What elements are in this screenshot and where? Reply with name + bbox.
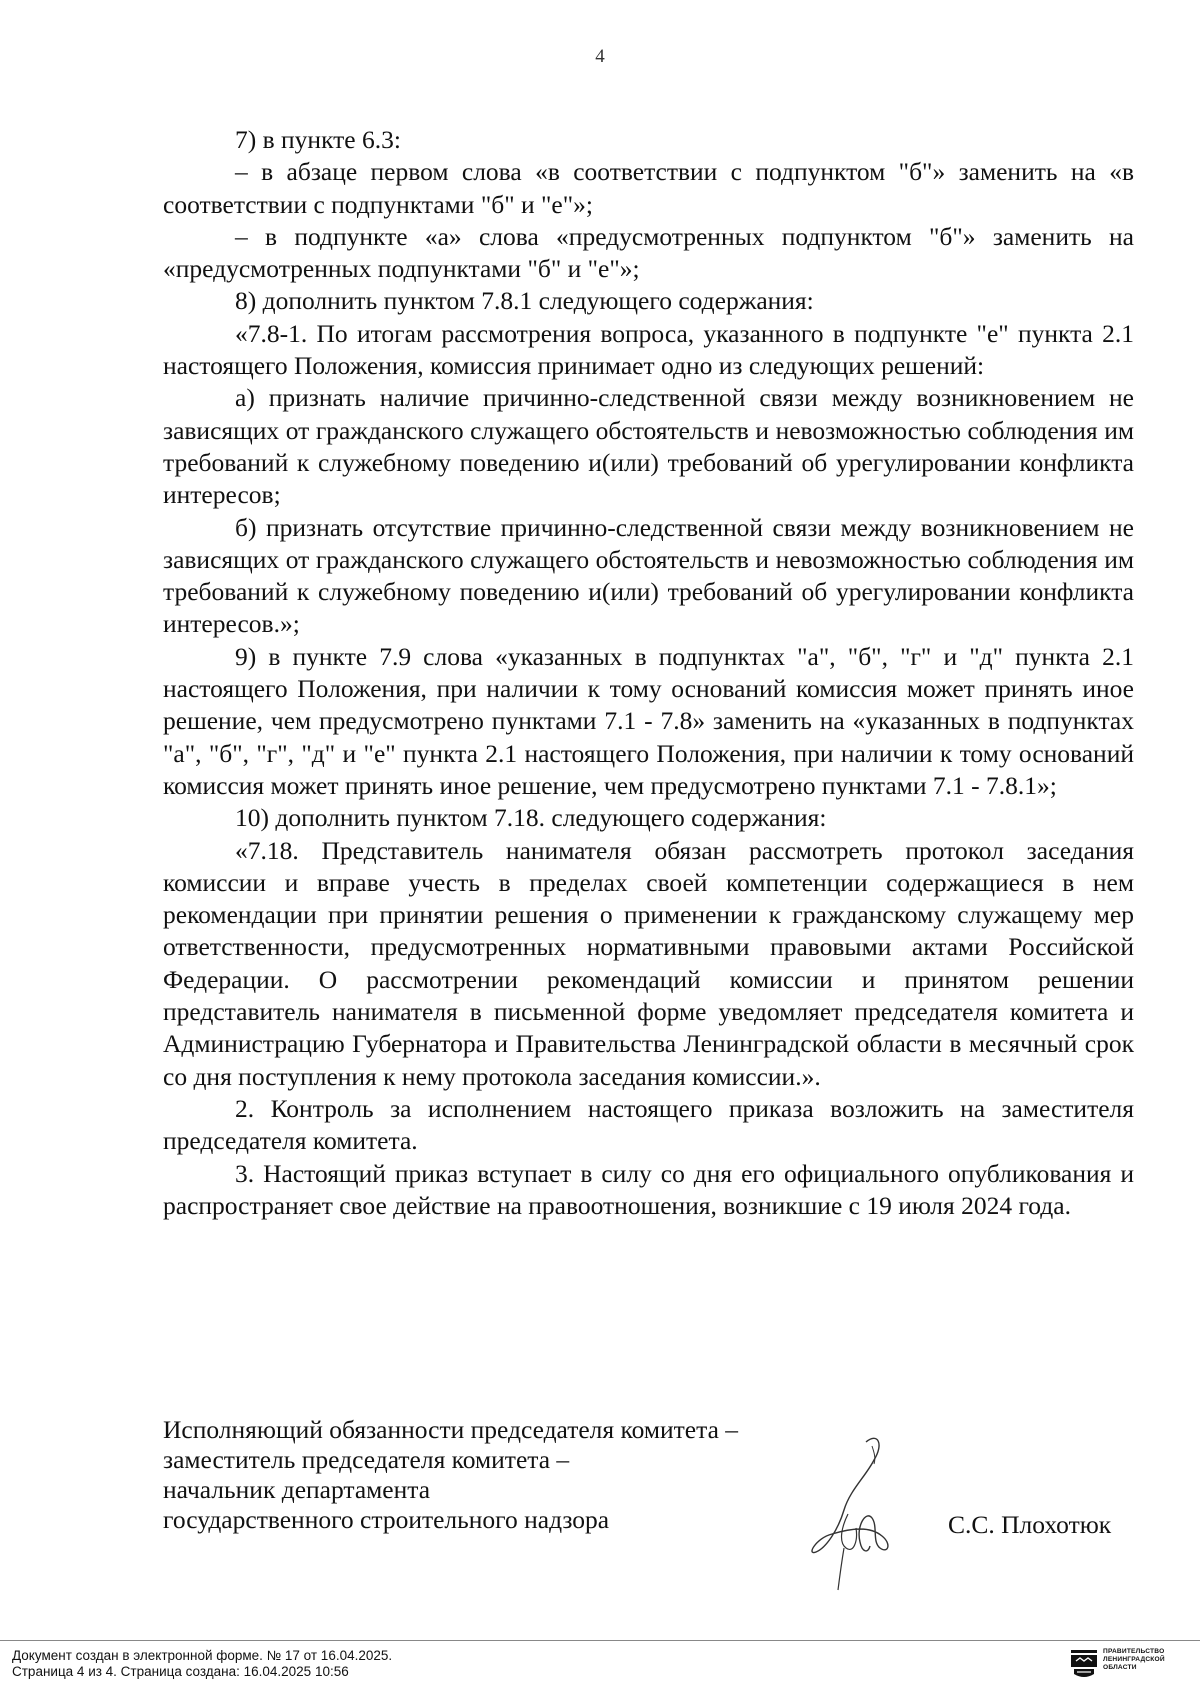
paragraph: 9) в пункте 7.9 слова «указанных в подпунктах "а", "б", "г" и "д" пункта 2.1 настоящего Положения, при наличии к тому оснований комиссия может принять иное решение, чем предусмотрено пунктами 7.1 - 7.8» заменить на «указанных в подпунктах "а", "б", "г", "д" и "е" пункта 2.1 настоящего Положения, при наличии к тому оснований комиссия может принять иное решение, чем предусмотрено пунктами 7.1 - 7.8.1»;	[163, 641, 1134, 800]
footer-line: Документ создан в электронной форме. № 17 от 16.04.2025.	[12, 1648, 393, 1663]
position-line: Исполняющий обязанности председателя комитета –	[163, 1415, 739, 1444]
footer-line: Страница 4 из 4. Страница создана: 16.04.2025 10:56	[12, 1664, 349, 1679]
paragraph: – в абзаце первом слова «в соответствии с подпунктом "б"» заменить на «в соответствии с подпунктами "б" и "е"»;	[163, 157, 1134, 219]
footer-stamp-text	[12, 1648, 392, 1680]
org-line: ЛЕНИНГРАДСКОЙ	[1103, 1656, 1165, 1664]
org-line: ПРАВИТЕЛЬСТВО	[1103, 1648, 1165, 1655]
page-number: 4	[595, 46, 605, 67]
paragraph: 7) в пункте 6.3:	[235, 125, 401, 154]
signer-name: С.С. Плохотюк	[948, 1510, 1112, 1539]
coat-of-arms-icon	[1070, 1649, 1098, 1679]
paragraph: 2. Контроль за исполнением настоящего приказа возложить на заместителя председателя комитета.	[163, 1093, 1134, 1156]
position-line: заместитель председателя комитета –	[163, 1445, 570, 1474]
position-line: государственного строительного надзора	[163, 1505, 610, 1534]
document-body	[163, 124, 1134, 1222]
position-line: начальник департамента	[163, 1475, 431, 1504]
paragraph: 8) дополнить пунктом 7.8.1 следующего содержания:	[235, 286, 814, 316]
paragraph: «7.8-1. По итогам рассмотрения вопроса, указанного в подпункте "е" пункта 2.1 настоящего Положения, комиссия принимает одно из следующих решений:	[163, 318, 1134, 381]
paragraph: «7.18. Представитель нанимателя обязан рассмотреть протокол заседания комиссии и вправе учесть в пределах своей компетенции содержащиеся в нем рекомендации при принятии решения о применении к гражданскому служащему мер ответственности, предусмотренных нормативными правовыми актами Российской Федерации. О рассмотрении рекомендаций комиссии и принятом решении представитель нанимателя в письменной форме уведомляет председателя комитета и Администрацию Губернатора и Правительства Ленинградской области в месячный срок со дня поступления к нему протокола заседания комиссии.».	[163, 835, 1134, 1091]
paragraph: 3. Настоящий приказ вступает в силу со дня его официального опубликования и распространяет свое действие на правоотношения, возникшие с 19 июля 2024 года.	[163, 1158, 1134, 1220]
footer-org-name	[1103, 1648, 1165, 1673]
paragraph: – в подпункте «а» слова «предусмотренных подпунктом "б"» заменить на «предусмотренных подпунктами "б" и "е"»;	[163, 221, 1134, 284]
handwritten-signature	[808, 1430, 900, 1600]
org-line: ОБЛАСТИ	[1103, 1664, 1137, 1672]
paragraph: 10) дополнить пунктом 7.18. следующего содержания:	[235, 803, 827, 833]
signatory-position	[163, 1415, 738, 1535]
paragraph: а) признать наличие причинно-следственной связи между возникновением не зависящих от гражданского служащего обстоятельств и невозможностью соблюдения им требований к служебному поведению и(или) требований об урегулировании конфликта интересов;	[163, 383, 1134, 510]
footer-divider	[0, 1640, 1200, 1641]
paragraph: б) признать отсутствие причинно-следственной связи между возникновением не зависящих от гражданского служащего обстоятельств и невозможностью соблюдения им требований к служебному поведению и(или) требований об урегулировании конфликта интересов.»;	[163, 512, 1134, 639]
